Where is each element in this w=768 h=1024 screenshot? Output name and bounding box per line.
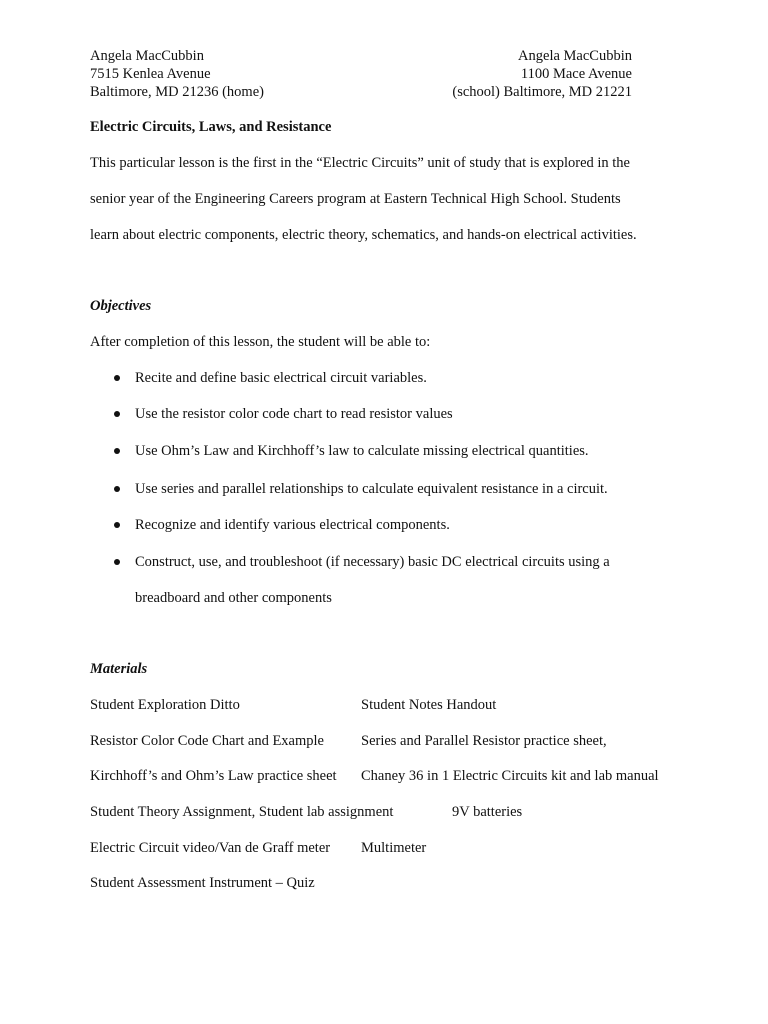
- intro-line: This particular lesson is the first in the “Electric Circuits” unit of study that is explored in the: [90, 155, 630, 171]
- materials-left-item: Student Theory Assignment, Student lab assignment: [90, 804, 394, 820]
- header-right-name: Angela MacCubbin: [518, 48, 632, 64]
- intro-line: senior year of the Engineering Careers program at Eastern Technical High School. Students: [90, 191, 621, 207]
- bullet-icon: [114, 375, 120, 381]
- header-left-name: Angela MacCubbin: [90, 48, 204, 64]
- materials-right-item: Chaney 36 in 1 Electric Circuits kit and lab manual: [361, 768, 659, 784]
- objective-item-continuation: breadboard and other components: [135, 590, 332, 606]
- document-title: Electric Circuits, Laws, and Resistance: [90, 119, 332, 135]
- header-right-city: (school) Baltimore, MD 21221: [452, 84, 632, 100]
- header-left-city: Baltimore, MD 21236 (home): [90, 84, 264, 100]
- objective-item: Use series and parallel relationships to calculate equivalent resistance in a circuit.: [135, 481, 608, 497]
- materials-left-item: Student Assessment Instrument – Quiz: [90, 875, 315, 891]
- bullet-icon: [114, 486, 120, 492]
- bullet-icon: [114, 522, 120, 528]
- bullet-icon: [114, 448, 120, 454]
- bullet-icon: [114, 411, 120, 417]
- bullet-icon: [114, 559, 120, 565]
- materials-left-item: Student Exploration Ditto: [90, 697, 240, 713]
- objectives-lead: After completion of this lesson, the student will be able to:: [90, 334, 431, 350]
- materials-right-item: Multimeter: [361, 840, 427, 856]
- objective-item: Use Ohm’s Law and Kirchhoff’s law to calculate missing electrical quantities.: [135, 443, 589, 459]
- materials-left-item: Kirchhoff’s and Ohm’s Law practice sheet: [90, 768, 337, 784]
- materials-left-item: Resistor Color Code Chart and Example: [90, 733, 324, 749]
- header-right-street: 1100 Mace Avenue: [520, 66, 632, 82]
- intro-line: learn about electric components, electric theory, schematics, and hands-on electrical activities.: [90, 227, 637, 243]
- objective-item: Recognize and identify various electrical components.: [135, 517, 450, 533]
- objective-item: Construct, use, and troubleshoot (if necessary) basic DC electrical circuits using a: [135, 554, 610, 570]
- objective-item: Recite and define basic electrical circuit variables.: [135, 370, 427, 386]
- materials-right-item: 9V batteries: [452, 804, 523, 820]
- materials-heading: Materials: [90, 661, 148, 677]
- objectives-heading: Objectives: [90, 298, 152, 314]
- materials-left-item: Electric Circuit video/Van de Graff meter: [90, 840, 331, 856]
- header-left-street: 7515 Kenlea Avenue: [90, 66, 211, 82]
- materials-right-item: Series and Parallel Resistor practice sheet,: [361, 733, 607, 749]
- objective-item: Use the resistor color code chart to read resistor values: [135, 406, 453, 422]
- materials-right-item: Student Notes Handout: [361, 697, 497, 713]
